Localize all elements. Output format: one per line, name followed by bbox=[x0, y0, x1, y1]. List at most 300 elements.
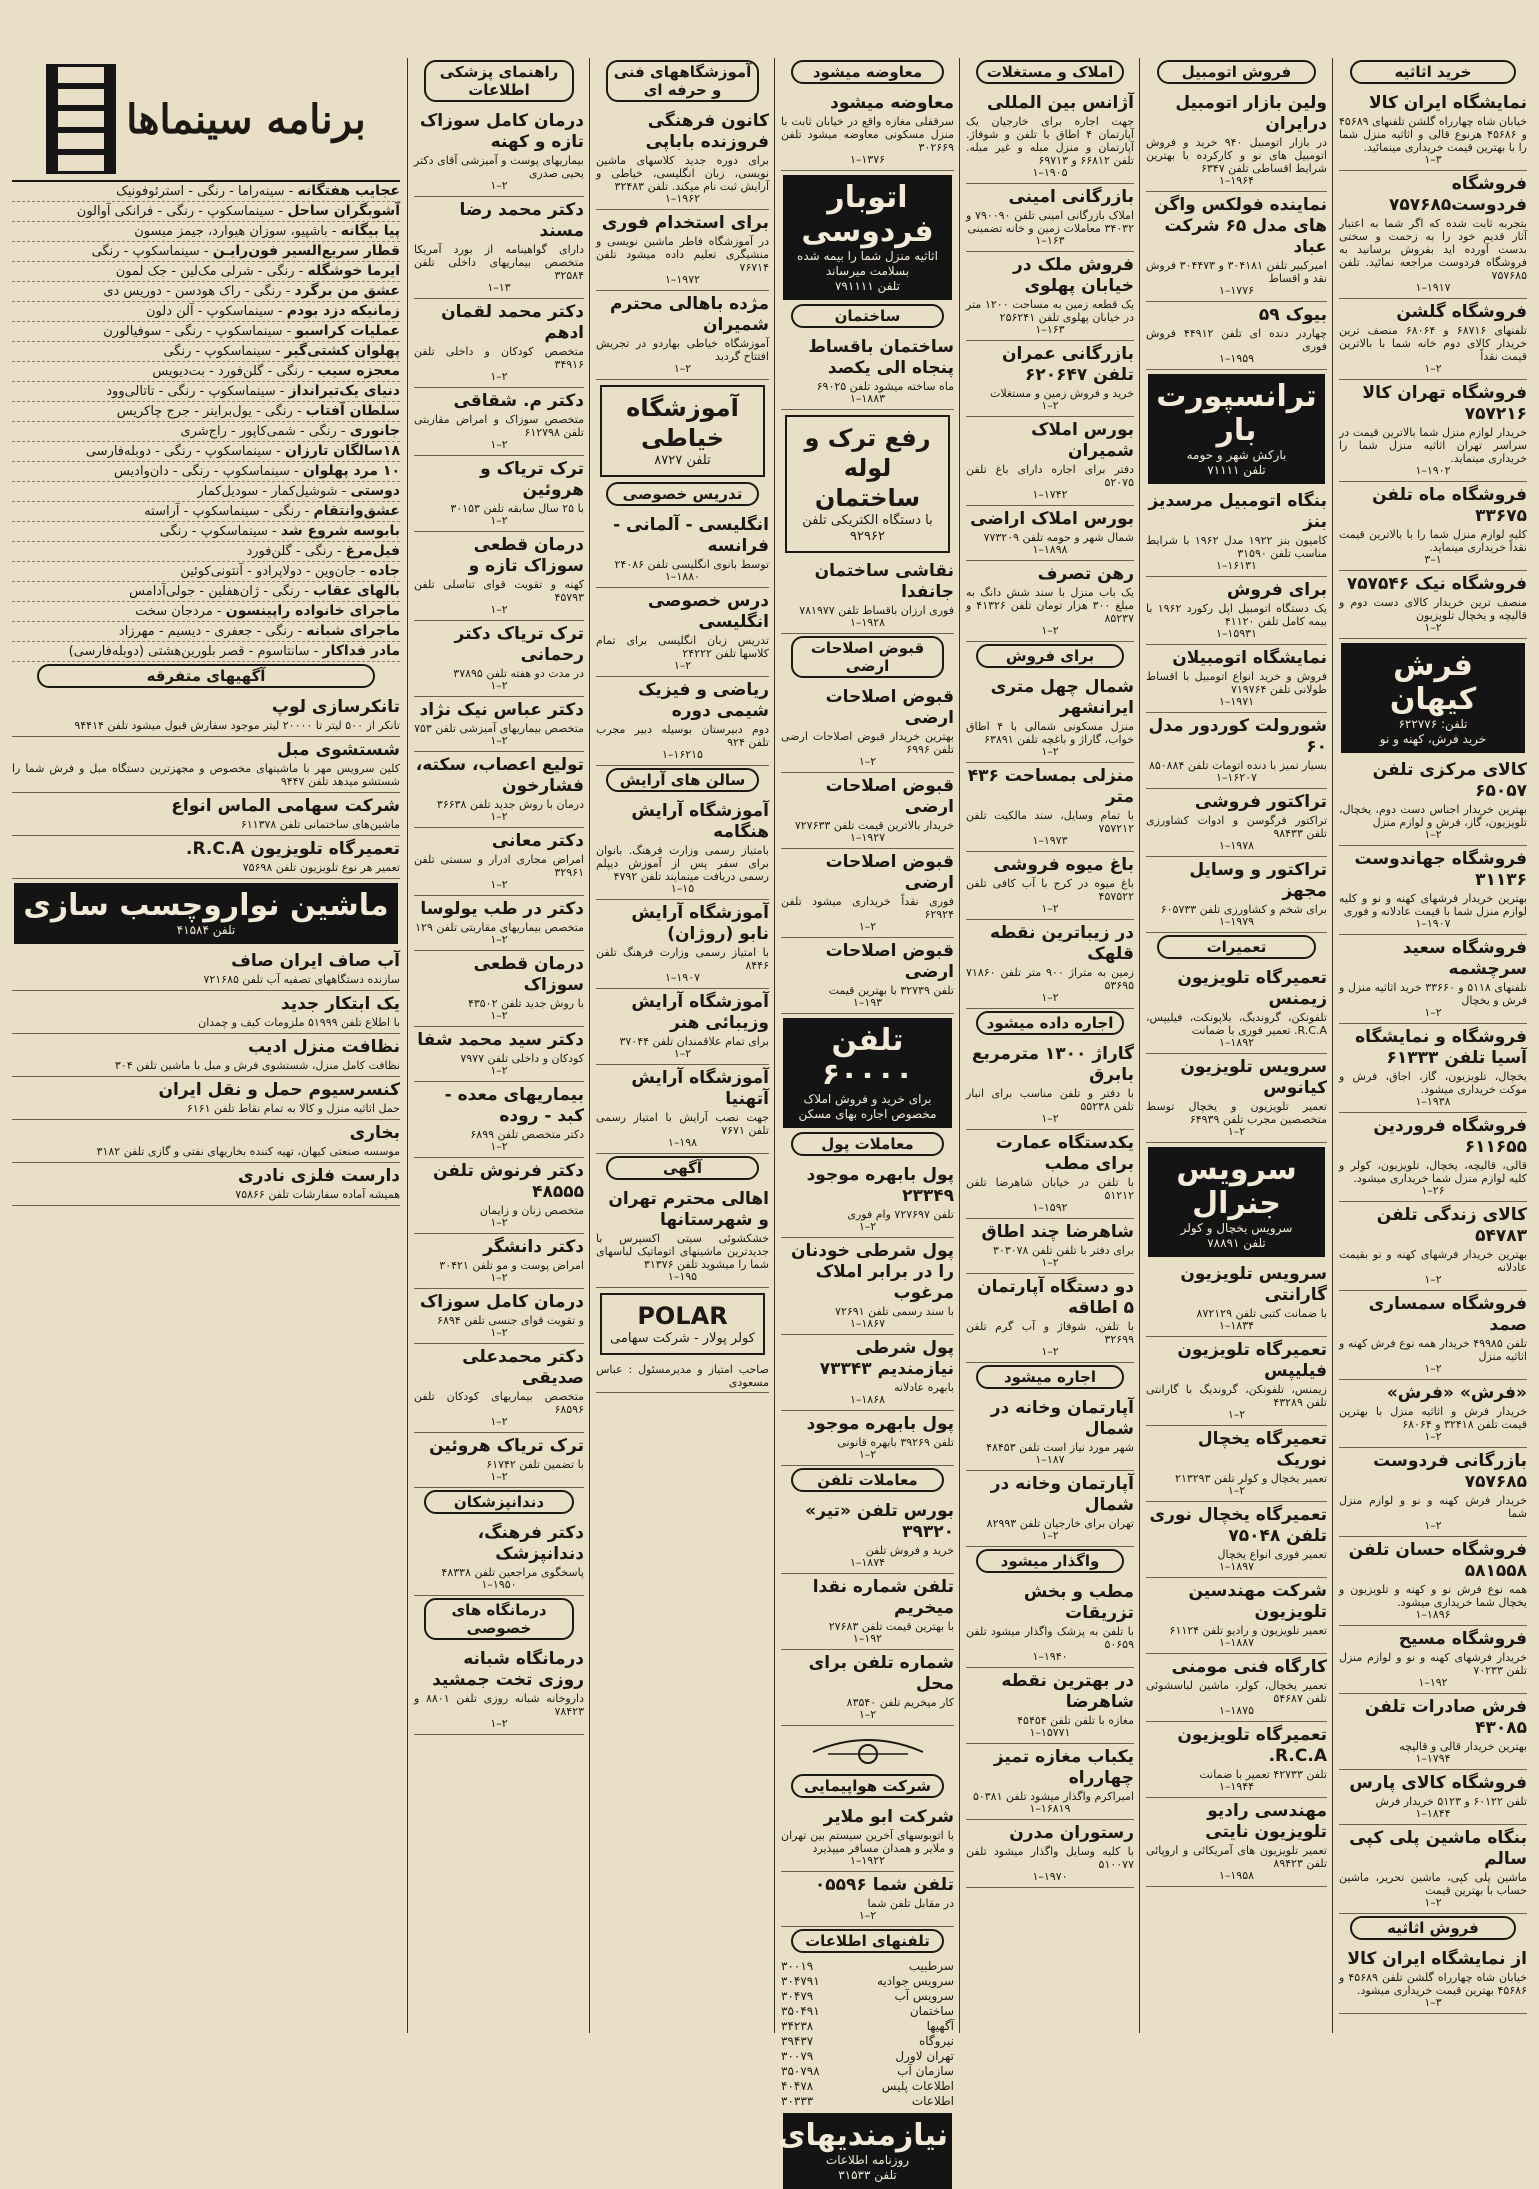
boxed-ad bbox=[783, 175, 952, 300]
film-name: ماجرای خانواده راپینسون bbox=[225, 603, 400, 619]
ad-body: با امتیاز رسمی وزارت فرهنگ تلفن ۸۴۴۶ bbox=[596, 946, 769, 972]
ad-body: بهترین خریدار اجناس دست دوم، یخچال، تلویزیون، گاز، فرش و لوازم منزل bbox=[1339, 803, 1527, 829]
classified-ad bbox=[414, 951, 584, 1027]
classified-ad bbox=[1339, 482, 1527, 571]
classified-ad bbox=[781, 849, 954, 938]
film-details: رنگی - ژان‌هفلین - جولی‌آدامس bbox=[129, 584, 301, 599]
classified-ad bbox=[1146, 1798, 1327, 1887]
ad-body: یک باب منزل با سند شش دانگ به مبلغ ۳۰۰ هزار تومان تلفن ۴۱۳۲۶ و ۸۵۲۳۷ bbox=[966, 586, 1134, 625]
ad-body: متخصص سوزاک و امراض مقاربتی تلفن ۶۱۲۷۹۸ bbox=[414, 413, 584, 439]
ad-title: دکتر دانشگر bbox=[483, 1237, 584, 1257]
ad-code: ۱–۲ bbox=[490, 438, 508, 451]
ad-code: ۱–۲ bbox=[1227, 1484, 1246, 1497]
ad-body: در مقابل تلفن شما bbox=[867, 1897, 954, 1910]
boxed-ad-title: فرش کیهان bbox=[1389, 648, 1477, 717]
classified-ad bbox=[12, 694, 400, 737]
film-details: سینه‌راما - رنگی - استرئوفونیک bbox=[116, 184, 285, 199]
classified-ad bbox=[12, 1077, 400, 1120]
ad-title: تعمیرگاه یخچال نوریک bbox=[1197, 1429, 1327, 1470]
ad-body: تهران برای خارجیان تلفن ۸۲۹۹۳ bbox=[986, 1517, 1134, 1530]
classified-ad bbox=[1146, 1722, 1327, 1798]
boxed-ad-line: تلفن ۸۷۲۷ bbox=[654, 453, 711, 468]
ad-title: کانون فرهنگی فروزنده باباپی bbox=[645, 111, 769, 152]
ad-code: ۱–۱۵۷۷۱ bbox=[1029, 1726, 1071, 1739]
ad-body: همیشه آماده سفارشات تلفن ۷۵۸۶۶ bbox=[235, 1188, 400, 1201]
ad-title: فروشگاه نیک ۷۵۷۵۴۶ bbox=[1346, 574, 1527, 594]
section-header: املاک و مستغلات bbox=[976, 60, 1124, 84]
phone-entry bbox=[781, 2034, 954, 2049]
ad-title: یکدستگاه عمارت برای مطب bbox=[995, 1133, 1134, 1174]
ad-code: ۱–۱۹۵۹ bbox=[1218, 352, 1255, 365]
boxed-ad-line: سرویس یخچال و کولر bbox=[1180, 1221, 1293, 1235]
ad-title: آموزشگاه آرایش هنگامه bbox=[631, 801, 769, 842]
ad-title: تراکتور فروشی bbox=[1194, 792, 1327, 812]
section-header: خرید اثاثیه bbox=[1350, 60, 1516, 84]
ad-title: بازرگانی عمران تلفن ۶۲۰۶۴۷ bbox=[1001, 344, 1134, 385]
phone-number: ۳۵۰۴۹۱ bbox=[781, 2004, 820, 2018]
boxed-ad-title: POLAR bbox=[637, 1302, 728, 1330]
ad-body: دوم دبیرستان بوسیله دبیر مجرب تلفن ۹۲۴ bbox=[596, 723, 769, 749]
film-name: فیل‌مرغ bbox=[345, 543, 400, 559]
classified-ad bbox=[781, 1411, 954, 1466]
ad-code: ۱–۲ bbox=[490, 1470, 508, 1483]
ad-code: ۱–۱۹۰۷ bbox=[1415, 917, 1451, 930]
film-details: رنگی - گلن‌فورد bbox=[246, 544, 333, 559]
cinema-entry: ماجرای خانواده راپینسون - مردجان سخت bbox=[12, 602, 400, 622]
classified-ad bbox=[1146, 645, 1327, 713]
cinema-entry: جاده - جان‌وین - دولاپرادو - آنتونی‌کوئین bbox=[12, 562, 400, 582]
ad-body: با تلفن، شوفاژ و آب گرم تلفن ۳۲۶۹۹ bbox=[966, 1320, 1134, 1346]
ad-code: ۱–۲ bbox=[1041, 1345, 1059, 1358]
classified-ad bbox=[966, 506, 1134, 561]
ad-body: یک دستگاه اتومبیل اپل رکورد ۱۹۶۲ با بیمه کامل تلفن ۴۱۱۲۰ bbox=[1146, 602, 1327, 628]
phone-number: ۳۹۴۳۷ bbox=[781, 2034, 814, 2048]
classified-ad bbox=[966, 674, 1134, 763]
cinema-entry: ۱۰ مرد پهلوان - سینماسکوپ - رنگی - دان‌وادیس bbox=[12, 462, 400, 482]
phone-number: ۳۰۴۷۹۱ bbox=[781, 1974, 820, 1988]
ad-body: باغ میوه در کرج با آب کافی تلفن ۴۵۷۵۲۲ bbox=[966, 877, 1134, 903]
ad-title: نمایشگاه اتومبیلان bbox=[1172, 648, 1327, 668]
ad-body: درمان با روش جدید تلفن ۳۶۶۳۸ bbox=[436, 798, 584, 811]
ad-body: توسط بانوی انگلیسی تلفن ۲۴۰۸۶ bbox=[614, 558, 769, 571]
classified-ad bbox=[781, 773, 954, 849]
phone-name: سرویس جوادیه bbox=[877, 1974, 954, 1988]
classified-ad bbox=[966, 1395, 1134, 1471]
film-name: بابوسه شروع شد bbox=[280, 523, 400, 539]
ad-code: ۱–۲ bbox=[490, 1326, 508, 1339]
boxed-ad-title: اتوبار فردوسی bbox=[801, 180, 934, 249]
ad-body: در آموزشگاه فاطر ماشین نویسی و منشیگری تعلیم داده میشود تلفن ۷۶۷۱۴ bbox=[596, 235, 769, 274]
ad-body: شمال شهر و حومه تلفن ۷۷۳۲۰۹ bbox=[983, 531, 1134, 544]
ad-code: ۱–۱۳۷۶ bbox=[849, 153, 886, 166]
boxed-ad bbox=[785, 415, 950, 553]
ad-title: برای استخدام فوری bbox=[601, 213, 769, 233]
ad-code: ۱–۱۹۵ bbox=[667, 1270, 698, 1283]
ad-title: فروشگاه تهران کالا ۷۵۷۲۱۶ bbox=[1362, 383, 1527, 424]
ad-body: متخصص بیماریهای آمیزشی تلفن ۷۵۳ bbox=[414, 722, 584, 735]
ad-body: خیابان شاه چهارراه گلشن تلفنهای ۴۵۶۸۹ و ۴۵۶۸۶ هرنوع قالی و اثاثیه منزل شما را با بهترین قیمت خریداری مینمائید. bbox=[1339, 115, 1527, 154]
boxed-ad-title: رفع ترک و لوله ساختمان bbox=[804, 424, 931, 512]
ad-body: با بهترین قیمت تلفن ۲۷۶۸۳ bbox=[828, 1620, 954, 1633]
newspaper-column bbox=[408, 58, 590, 2033]
classified-ad bbox=[966, 1820, 1134, 1888]
ad-code: ۱–۱۶۱۳۱ bbox=[1216, 559, 1257, 572]
classified-ad bbox=[966, 852, 1134, 920]
ad-title: فروش ملک در خیابان پهلوی bbox=[1013, 255, 1134, 296]
ad-code: ۱–۱۸۳۴ bbox=[1218, 1319, 1255, 1332]
phone-number: ۳۰۰۱۹ bbox=[781, 1959, 814, 1973]
film-name: عشق من برگرد bbox=[294, 283, 400, 299]
ad-body: در بازار اتومبیل ۹۴۰ خرید و فروش اتومبیل های نو و کارکرده با بهترین شرایط اقساطی تلفن ۶۳۴۷ bbox=[1146, 136, 1327, 175]
film-name: پیا بیگانه bbox=[340, 223, 400, 239]
ad-title: بورس املاک شمیران bbox=[1031, 420, 1134, 461]
ad-body: تلفن ۶۰۱۲۲ و ۵۱۲۳ خریدار فرش bbox=[1375, 1795, 1527, 1808]
ad-title: قبوض اصلاحات ارضی bbox=[825, 941, 954, 982]
phone-number: ۳۰۰۷۹ bbox=[781, 2049, 814, 2063]
ad-code: ۱–۲ bbox=[1041, 1529, 1059, 1542]
emblem-icon bbox=[808, 1732, 928, 1766]
ad-code: ۱–۲ bbox=[1041, 624, 1059, 637]
ad-body: دکتر متخصص تلفن ۶۸۹۹ bbox=[470, 1128, 584, 1141]
ad-title: تولیع اعصاب، سکته، فشارخون bbox=[415, 755, 584, 796]
ad-code: ۱–۱۷۹۴ bbox=[1415, 1752, 1451, 1765]
phone-name: آگهیها bbox=[926, 2019, 954, 2033]
ad-title: سرویس تلویزیون کیانوس bbox=[1180, 1057, 1327, 1098]
phone-number: ۳۰۴۷۹ bbox=[781, 1989, 814, 2003]
ad-title: رستوران مدرن bbox=[1009, 1823, 1134, 1843]
ad-body: تلفن ۳۹۲۶۹ بابهره قانونی bbox=[837, 1436, 954, 1449]
classified-ad bbox=[781, 1162, 954, 1238]
ad-body: شهر مورد نیاز است تلفن ۴۸۴۵۳ bbox=[986, 1441, 1134, 1454]
ad-title: قبوض اصلاحات ارضی bbox=[825, 687, 954, 728]
ad-body: امیراکرم واگذار میشود تلفن ۵۰۳۸۱ bbox=[972, 1790, 1134, 1803]
classified-ad bbox=[1339, 1202, 1527, 1291]
ad-title: از نمایشگاه ایران کالا bbox=[1347, 1949, 1527, 1969]
classified-ad bbox=[414, 1646, 584, 1735]
ad-title: «فرش» «فرش» bbox=[1386, 1383, 1527, 1403]
ad-body: متخصص زنان و زایمان bbox=[479, 1204, 584, 1217]
ad-title: دکتر عباس نیک نژاد bbox=[419, 700, 584, 720]
ad-title: بورس تلفن «تیر» ۳۹۳۲۰ bbox=[805, 1501, 954, 1542]
film-name: عملیات کراسبو bbox=[295, 323, 400, 339]
ad-title: تراکتور و وسایل مجهز bbox=[1189, 860, 1327, 901]
classified-ad bbox=[966, 417, 1134, 506]
column-separator bbox=[589, 58, 590, 2033]
film-details: سینماسکوپ - آلن دلون bbox=[145, 304, 274, 319]
classified-ad bbox=[781, 1574, 954, 1650]
ad-title: فروشگاه فروردین ۶۱۱۶۵۵ bbox=[1373, 1116, 1527, 1157]
cinema-entry: ۱۸سالگان تارزان - سینماسکوپ - رنگی - دوبله‌فارسی bbox=[12, 442, 400, 462]
ad-title: شمال چهل متری ایرانشهر bbox=[990, 677, 1134, 718]
newspaper-column bbox=[1333, 58, 1533, 2033]
section-header: فروش اثاثیه bbox=[1350, 1916, 1516, 1940]
ad-title: بخاری bbox=[349, 1123, 400, 1143]
classified-ad bbox=[414, 1344, 584, 1433]
ad-body: متخصص بیماریهای مقاربتی تلفن ۱۲۹ bbox=[415, 921, 584, 934]
section-header: اجاره میشود bbox=[976, 1365, 1124, 1389]
classified-ad bbox=[1339, 757, 1527, 846]
classified-ad bbox=[596, 512, 769, 588]
classified-ad bbox=[781, 1238, 954, 1335]
ad-code: ۱–۱۸۶۸ bbox=[849, 1393, 886, 1406]
ad-code: ۱–۱۹۴۴ bbox=[1218, 1780, 1255, 1793]
ad-title: کنسرسیوم حمل و نقل ایران bbox=[158, 1080, 400, 1100]
ad-code: ۱–۱۹۳۸ bbox=[1415, 1095, 1451, 1108]
ad-body: تلفن ۴۲۷۳۳ تعمیر با ضمانت bbox=[1199, 1768, 1327, 1781]
column-separator bbox=[959, 58, 960, 2033]
classified-ad bbox=[781, 1872, 954, 1927]
cinema-title: برنامه سینماها bbox=[126, 95, 366, 143]
phone-number: ۳۴۲۳۸ bbox=[781, 2019, 814, 2033]
film-details: رنگی - سینماسکوپ - آراسته bbox=[144, 504, 301, 519]
ad-body: فروش و خرید انواع اتومبیل با اقساط طولانی تلفن ۷۱۹۷۶۴ bbox=[1146, 670, 1327, 696]
ad-body: همه نوع فرش نو و کهنه و تلویزیون و یخچال شما خریداری میشود. bbox=[1339, 1583, 1527, 1609]
classified-ad bbox=[1146, 488, 1327, 577]
ad-body: بهترین خریدار فرشهای کهنه و نو و کلیه لوازم منزل شما با قیمت عادلانه و فوری bbox=[1339, 892, 1527, 918]
ad-code: ۱–۱۹۲ bbox=[852, 1632, 883, 1645]
boxed-ad-title: ماشین نواروچسب سازی bbox=[23, 888, 389, 923]
ad-title: فروشگاه گلشن bbox=[1396, 302, 1527, 322]
classified-ad bbox=[1339, 1825, 1527, 1914]
ad-title: دکتر سید محمد شفا bbox=[417, 1030, 584, 1050]
ad-code: ۱–۱۸۸۰ bbox=[664, 570, 701, 583]
ad-title: شرکت ابو ملایر bbox=[823, 1807, 954, 1827]
ad-code: ۱–۱۸۶۷ bbox=[849, 1317, 886, 1330]
ad-code: ۱–۲ bbox=[858, 1448, 877, 1461]
ad-body: قالی، قالیچه، یخچال، تلویزیون، کولر و کلیه لوازم منزل شما خریداری میشود. bbox=[1339, 1159, 1527, 1185]
cinema-entry: زمانیکه دزد بودم - سینماسکوپ - آلن دلون bbox=[12, 302, 400, 322]
ad-code: ۱–۱۹۲۷ bbox=[849, 831, 886, 844]
phone-name: سرویس آب bbox=[894, 1989, 954, 2003]
ad-code: ۱–۲۶ bbox=[1421, 1184, 1445, 1197]
classified-ad bbox=[596, 1186, 769, 1288]
ad-code: ۱–۲ bbox=[490, 1271, 508, 1284]
ad-code: ۱–۱۷۷۶ bbox=[1218, 284, 1255, 297]
ad-body: کلیه لوازم منزل شما را با بالاترین قیمت نقداً خریداری مینماید. bbox=[1339, 528, 1527, 554]
cinema-entry: بالهای عقاب - رنگی - ژان‌هفلین - جولی‌آدامس bbox=[12, 582, 400, 602]
cinema-entry: آشوبگران ساحل - سینماسکوپ - رنگی - فرانکی آوالون bbox=[12, 202, 400, 222]
ad-code: ۱–۱۸۸۳ bbox=[849, 392, 886, 405]
classified-ad bbox=[12, 991, 400, 1034]
ad-body: مغازه با تلفن تلفن ۴۵۴۵۴ bbox=[1017, 1714, 1134, 1727]
classified-ad bbox=[1146, 1054, 1327, 1143]
section-header: آگهی bbox=[606, 1156, 759, 1180]
ad-title: مطب و بخش تزریقات bbox=[1023, 1582, 1134, 1623]
section-header: معاملات پول bbox=[791, 1132, 944, 1156]
column-separator bbox=[774, 58, 775, 2033]
classified-ad bbox=[1339, 571, 1527, 639]
film-details: رنگی - راک هودسن - دوریس دی bbox=[103, 284, 282, 299]
ad-body: تعمیر هر نوع تلویزیون تلفن ۷۵۶۹۸ bbox=[242, 861, 400, 874]
ad-title: شستشوی مبل bbox=[276, 740, 400, 760]
ad-body: با روش جدید تلفن ۴۳۵۰۲ bbox=[467, 997, 584, 1010]
ad-code: ۱–۱۳ bbox=[487, 281, 511, 294]
boxed-ad bbox=[1341, 643, 1525, 753]
ad-body: با دفتر و تلفن مناسب برای انبار تلفن ۵۵۲۳۸ bbox=[966, 1087, 1134, 1113]
classified-ad bbox=[781, 1498, 954, 1574]
ad-title: دکتر معانی bbox=[491, 831, 584, 851]
classified-ad bbox=[966, 1668, 1134, 1744]
film-details: سینماسکوپ - رنگی - فرانکی آوالون bbox=[76, 204, 275, 219]
classified-ad bbox=[1339, 380, 1527, 482]
ad-title: بیماریهای معده - کبد - روده bbox=[444, 1085, 584, 1126]
section-header: اجاره داده میشود bbox=[976, 1011, 1124, 1035]
ad-title: پول بابهره موجود ۲۳۳۴۹ bbox=[806, 1165, 954, 1206]
classified-ad bbox=[12, 1120, 400, 1163]
classified-ad bbox=[12, 948, 400, 991]
classified-ad bbox=[1339, 846, 1527, 935]
boxed-ad-line: تلفن ۷۱۱۱۱ bbox=[1207, 463, 1266, 477]
ad-title: شرکت سهامی الماس انواع bbox=[171, 796, 400, 816]
ad-code: ۱–۲ bbox=[1424, 1430, 1442, 1443]
film-hole bbox=[58, 155, 104, 171]
classified-ad bbox=[1339, 1626, 1527, 1694]
ad-code: ۱–۱۶۳ bbox=[1035, 323, 1065, 336]
phone-entry bbox=[781, 2019, 954, 2034]
ad-body: فوری ارزان باقساط تلفن ۷۸۱۹۷۷ bbox=[799, 604, 954, 617]
film-details: سینماسکوپ - رنگی - سوفیالورن bbox=[103, 324, 283, 339]
ad-body: کار میخریم تلفن ۸۳۵۴۰ bbox=[846, 1696, 954, 1709]
ad-body: با تلفن به پزشک واگذار میشود تلفن ۵۰۶۵۹ bbox=[966, 1625, 1134, 1651]
ad-code: ۱–۱۸۷ bbox=[1035, 1453, 1065, 1466]
film-name: بالهای عقاب bbox=[313, 583, 400, 599]
classified-ad bbox=[1146, 857, 1327, 933]
phone-entry bbox=[781, 1974, 954, 1989]
classified-ad bbox=[414, 697, 584, 752]
film-hole bbox=[58, 133, 104, 149]
ad-body: تلفن ۳۲۷۳۹ با بهترین قیمت bbox=[828, 984, 954, 997]
cinema-banner bbox=[12, 58, 400, 182]
ad-title: باغ میوه فروشی bbox=[993, 855, 1134, 875]
ad-body: خشکشوئی سیتی اکسپرس با جدیدترین ماشینهای اتوماتیک لباسهای شما را میشوید تلفن ۳۱۳۷۶ bbox=[596, 1232, 769, 1271]
film-details: سینماسکوپ - رنگی - دان‌وادیس bbox=[113, 464, 290, 479]
ad-body: تعمیر یخچال، کولر، ماشین لباسشوئی تلفن ۵۴۶۸۷ bbox=[1146, 1679, 1327, 1705]
ad-body: پاسخگوی مراجعین تلفن ۴۸۳۳۸ bbox=[441, 1566, 584, 1579]
classified-ad bbox=[414, 1158, 584, 1234]
ad-code: ۱–۱۹۲۸ bbox=[849, 616, 886, 629]
ad-body: امراض پوست و مو تلفن ۳۰۴۲۱ bbox=[439, 1259, 584, 1272]
ad-title: فروشگاه سعید سرچشمه bbox=[1402, 938, 1527, 979]
ad-code: ۱–۱۸۹۷ bbox=[1218, 1560, 1255, 1573]
classified-ad bbox=[1146, 90, 1327, 192]
cinema-entry: سلطان آفتاب - رنگی - یول‌براینر - جرج چاکریس bbox=[12, 402, 400, 422]
ad-code: ۱–۱۶۳ bbox=[1035, 234, 1065, 247]
boxed-ad-title: ترانسپورت بار bbox=[1156, 379, 1317, 448]
classified-ad bbox=[781, 684, 954, 773]
classified-ad bbox=[596, 798, 769, 900]
phone-number: ۴۰۴۷۸ bbox=[781, 2079, 814, 2093]
ad-body: سرقفلی مغازه واقع در خیابان ثابت با منزل مسکونی معاوضه میشود تلفن ۳۰۲۶۶۹ bbox=[781, 115, 954, 154]
phone-number: ۳۰۳۳۳ bbox=[781, 2094, 814, 2108]
ad-body: خرید و فروش تلفن bbox=[865, 1544, 954, 1557]
column-separator bbox=[407, 58, 408, 2033]
boxed-ad bbox=[1148, 1147, 1325, 1257]
ad-body: خرید و فروش زمین و مستغلات bbox=[989, 387, 1134, 400]
cinema-entry: دنیای یک‌تیرانداز - سینماسکوپ - رنگی - تاتالی‌وود bbox=[12, 382, 400, 402]
boxed-ad-line: برای خرید و فروش املاک bbox=[803, 1092, 932, 1106]
section-header: آموزشگاههای فنی و حرفه ای bbox=[606, 60, 759, 102]
film-hole bbox=[58, 89, 104, 105]
ad-title: بازرگانی فردوست ۷۵۷۶۸۵ bbox=[1373, 1451, 1527, 1492]
ad-code: ۱–۱۸۹۶ bbox=[1415, 1608, 1451, 1621]
ad-body: بهترین خریدار قبوض اصلاحات ارضی تلفن ۶۹۹۶ bbox=[781, 730, 954, 756]
film-details: رنگی - یول‌براینر - جرج چاکریس bbox=[116, 404, 293, 419]
ad-body: کلین سرویس مهر با ماشینهای مخصوص و مجهزترین دستگاه مبل و فرش شما را شستشو میدهد تلفن ۹۴۴۷ bbox=[12, 762, 400, 788]
ad-title: بورس املاک اراضی bbox=[970, 509, 1134, 529]
classified-ad bbox=[414, 532, 584, 621]
section-header: سالن های آرایش bbox=[606, 768, 759, 792]
section-header: تدریس خصوصی bbox=[606, 482, 759, 506]
ad-body: با تلفن در خیابان شاهرضا تلفن ۵۱۲۱۲ bbox=[966, 1176, 1134, 1202]
ad-code: ۱–۲ bbox=[858, 1909, 877, 1922]
ad-title: آموزشگاه آرایش آتهنیا bbox=[631, 1068, 769, 1109]
boxed-ad-line: تلفن ۷۸۸۹۱ bbox=[1207, 1236, 1266, 1250]
phone-entry bbox=[781, 2004, 954, 2019]
ad-body: بابهره عادلانه bbox=[894, 1381, 954, 1394]
classified-ad bbox=[1339, 935, 1527, 1024]
classified-ad bbox=[966, 1274, 1134, 1363]
ad-title: تعمیرگاه تلویزیون فیلیپس bbox=[1177, 1340, 1327, 1381]
ad-body: تانکر از ۵۰۰ لیتر تا ۲۰۰۰۰ لیتر موجود سفارش قبول میشود تلفن ۹۴۴۱۴ bbox=[74, 719, 400, 732]
phone-name: سازمان آب bbox=[897, 2064, 954, 2078]
film-name: ماجرای شبانه bbox=[306, 623, 400, 639]
ad-title: بازرگانی امینی bbox=[1008, 187, 1134, 207]
ad-body: تلفنهای ۶۸۷۱۶ و ۶۸۰۶۴ منصف ترین خریدار کالای دوم خانه شما با بالاترین قیمت نقداً bbox=[1339, 324, 1527, 363]
ad-body: سازنده دستگاههای تصفیه آب تلفن ۷۲۱۶۸۵ bbox=[203, 973, 400, 986]
ad-code: ۱–۱۸۹۸ bbox=[1032, 543, 1068, 556]
classified-ad bbox=[1146, 1337, 1327, 1426]
ad-title: تلفن شما ۰۵۵۹۶ bbox=[814, 1875, 954, 1895]
ad-code: ۱–۲ bbox=[490, 810, 508, 823]
ad-title: گاراژ ۱۳۰۰ مترمربع بابرق bbox=[971, 1044, 1134, 1085]
classified-ad bbox=[12, 737, 400, 793]
film-name: ایرما خوشگله bbox=[307, 263, 400, 279]
ad-body: خریدار لوازم منزل شما بالاترین قیمت در سراسر تهران اثاثیه منزل شما را خریداری مینماید. bbox=[1339, 426, 1527, 465]
ad-title: برای فروش bbox=[1226, 580, 1327, 600]
ad-body: ماشین‌های ساختمانی تلفن ۶۱۱۳۷۸ bbox=[240, 818, 400, 831]
ad-code: ۱–۲ bbox=[1041, 1256, 1059, 1269]
section-header: تلفنهای اطلاعات bbox=[791, 1929, 944, 1953]
classified-ad bbox=[414, 1082, 584, 1158]
section-header: فروش اتومبیل bbox=[1157, 60, 1317, 84]
classified-ad bbox=[1339, 1291, 1527, 1380]
boxed-ad bbox=[14, 883, 398, 944]
boxed-ad bbox=[783, 1018, 952, 1128]
cinema-entry: جانوری - رنگی - شمی‌کاپور - راج‌شری bbox=[12, 422, 400, 442]
ad-code: ۱–۱۸۷۵ bbox=[1218, 1704, 1255, 1717]
classified-ad bbox=[596, 989, 769, 1065]
classified-ad bbox=[966, 1041, 1134, 1130]
ad-body: دفتر برای اجاره دارای باغ تلفن ۵۲۰۷۵ bbox=[966, 463, 1134, 489]
ad-body: یخچال، تلویزیون، گاز، اجاق، فرش و موکت خریداری میشود. bbox=[1339, 1070, 1527, 1096]
film-hole bbox=[58, 67, 104, 83]
ad-body: بامتیاز رسمی وزارت فرهنگ. بانوان برای سفر پس از آموزش دیپلم رسمی دریافت مینمایند تلفن ۴۷۹۲ bbox=[596, 844, 769, 883]
classified-ad bbox=[1146, 302, 1327, 370]
boxed-ad-title: سرویس جنرال bbox=[1176, 1152, 1297, 1221]
ad-body: با ۲۵ سال سابقه تلفن ۳۰۱۵۳ bbox=[450, 502, 584, 515]
ad-title: ولین بازار اتومبیل درایران bbox=[1175, 93, 1327, 134]
ad-code: ۱–۱۹۰۵ bbox=[1032, 166, 1068, 179]
ad-title: فروشگاه و نمایشگاه آسیا تلفن ۶۱۳۳۳ bbox=[1355, 1027, 1527, 1068]
classified-ad bbox=[414, 456, 584, 532]
ad-code: ۱–۲ bbox=[1041, 991, 1059, 1004]
ad-title: کالای مرکزی تلفن ۶۵۰۵۷ bbox=[1372, 760, 1527, 801]
cinema-entry: عشق من برگرد - رنگی - راک هودسن - دوریس دی bbox=[12, 282, 400, 302]
film-details: رنگی - شرلی مک‌لین - جک لمون bbox=[115, 264, 295, 279]
ad-body: خریدار فرشهای کهنه و نو و لوازم منزل تلفن ۷۰۲۳۳ bbox=[1339, 1651, 1527, 1677]
cinema-entry: فیل‌مرغ - رنگی - گلن‌فورد bbox=[12, 542, 400, 562]
section-header: معاملات تلفن bbox=[791, 1468, 944, 1492]
